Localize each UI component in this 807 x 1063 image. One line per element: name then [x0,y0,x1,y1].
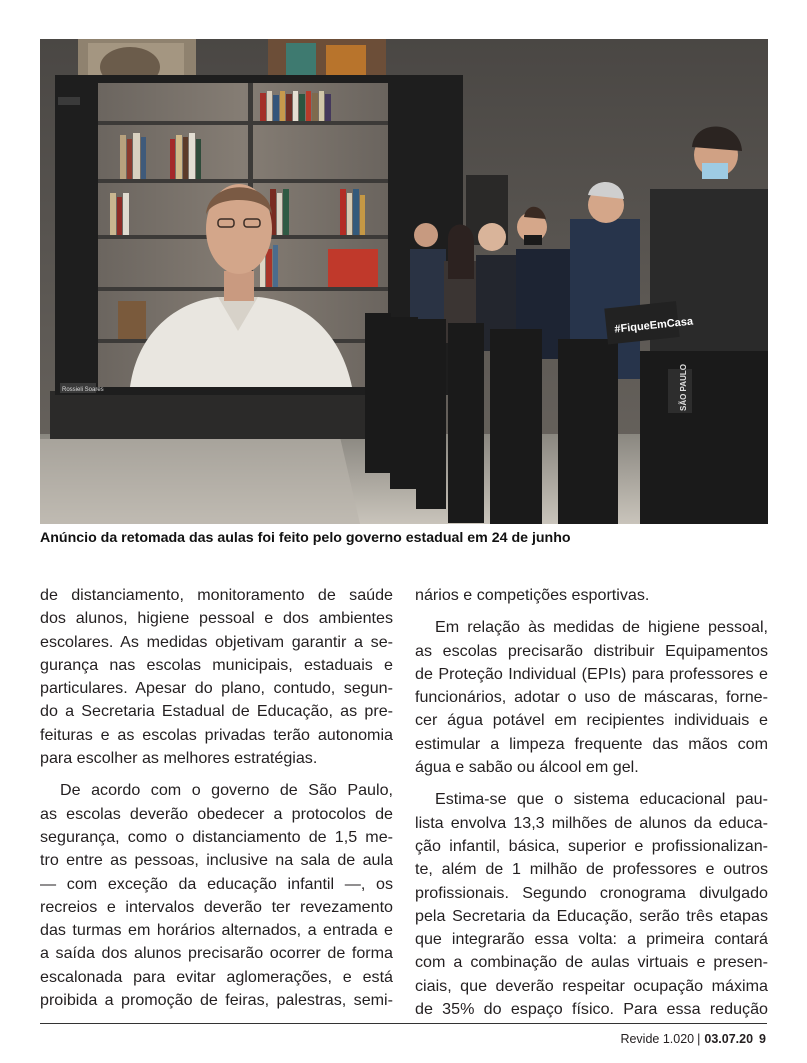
text-line: que integrarão essa volta: a primeira contará [415,930,768,949]
podium-sign: #FiqueEmCasa [613,315,694,336]
news-photo [40,39,768,524]
text-line: de distanciamento, monitoramento de saúde [40,586,393,604]
text-line: escolares. As medidas objetivam garantir a se- [40,632,393,651]
podium-logo: SÃO PAULO [679,364,688,411]
page-footer [620,1032,766,1046]
text-line: te, além de 1 milhão de professores e outros [415,860,768,879]
text-line: Estima-se que o sistema educacional pau- [435,790,768,809]
text-line: dos alunos, higiene pessoal e dos ambientes [40,609,393,628]
text-line: Em relação às medidas de higiene pessoal, [435,618,768,637]
text-line: a saída dos alunos precisarão ocorrer de forma [40,944,393,963]
text-column-left [40,584,393,1012]
text-line: nários e competições esportivas. [415,586,650,604]
text-line: De acordo com o governo de São Paulo, [60,781,393,800]
text-line: pela Secretaria da Educação, serão três etapas [415,906,768,925]
text-line: profissionais. Segundo cronograma divulgado [415,883,768,902]
text-line: ciais, que deverão respeitar ocupação máxima [415,976,768,995]
text-line: segurança, como o distanciamento de 1,5 me- [40,827,393,846]
text-line: ção infantil, básica, superior e profissionalizan- [415,836,768,855]
text-line: com a combinação de aulas virtuais e presen- [415,953,768,972]
text-line: escalonada para evitar aglomerações, e está [40,967,393,986]
text-line: do a Secretaria Estadual de Educação, as pre- [40,702,393,721]
screen-label: Rossieli Soares [62,387,104,393]
text-line: recreios e intervalos deverão ter revezamento [40,897,393,916]
text-line: proibida a promoção de feiras, palestras, semi- [40,991,393,1010]
text-line: para escolher as melhores estratégias. [40,749,318,768]
footer-rule [40,1023,767,1024]
text-line: de Proteção Individual (EPIs) para professores e [415,664,768,683]
magazine-issue: Revide 1.020 [620,1032,695,1046]
text-line: cer água potável em recipientes individuais e [415,711,768,730]
text-column-right [415,584,768,1021]
photo-caption: Anúncio da retomada das aulas foi feito pelo governo estadual em 24 de junho [40,530,571,546]
issue-date: 03.07.20 [704,1032,754,1046]
text-line: tro entre as pessoas, inclusive na sala de aula [40,851,393,870]
text-line: as escolas precisarão distribuir Equipamentos [415,641,768,660]
text-line: de 35% do espaço físico. Para essa redução [415,1000,768,1019]
page-number: 9 [759,1032,766,1046]
text-line: — com exceção da educação infantil —, os [40,874,393,893]
text-line: lista envolva 13,3 milhões de alunos da educa- [415,813,768,832]
text-line: água e sabão ou álcool em gel. [415,758,639,777]
text-line: as escolas deverão obedecer a protocolos de [40,804,393,823]
text-line: funcionários, adotar o uso de máscaras, forne- [415,688,768,707]
text-line: gurança nas escolas municipais, estaduais e [40,655,393,674]
text-line: das turmas em horários alternados, a entrada e [40,921,393,940]
text-line: feituras e as escolas privadas terão autonomia [40,725,393,744]
text-line: estimular a limpeza frequente das mãos com [415,734,768,753]
text-line: particulares. Apesar do plano, contudo, segun- [40,679,393,698]
footer-separator: | [697,1032,701,1046]
